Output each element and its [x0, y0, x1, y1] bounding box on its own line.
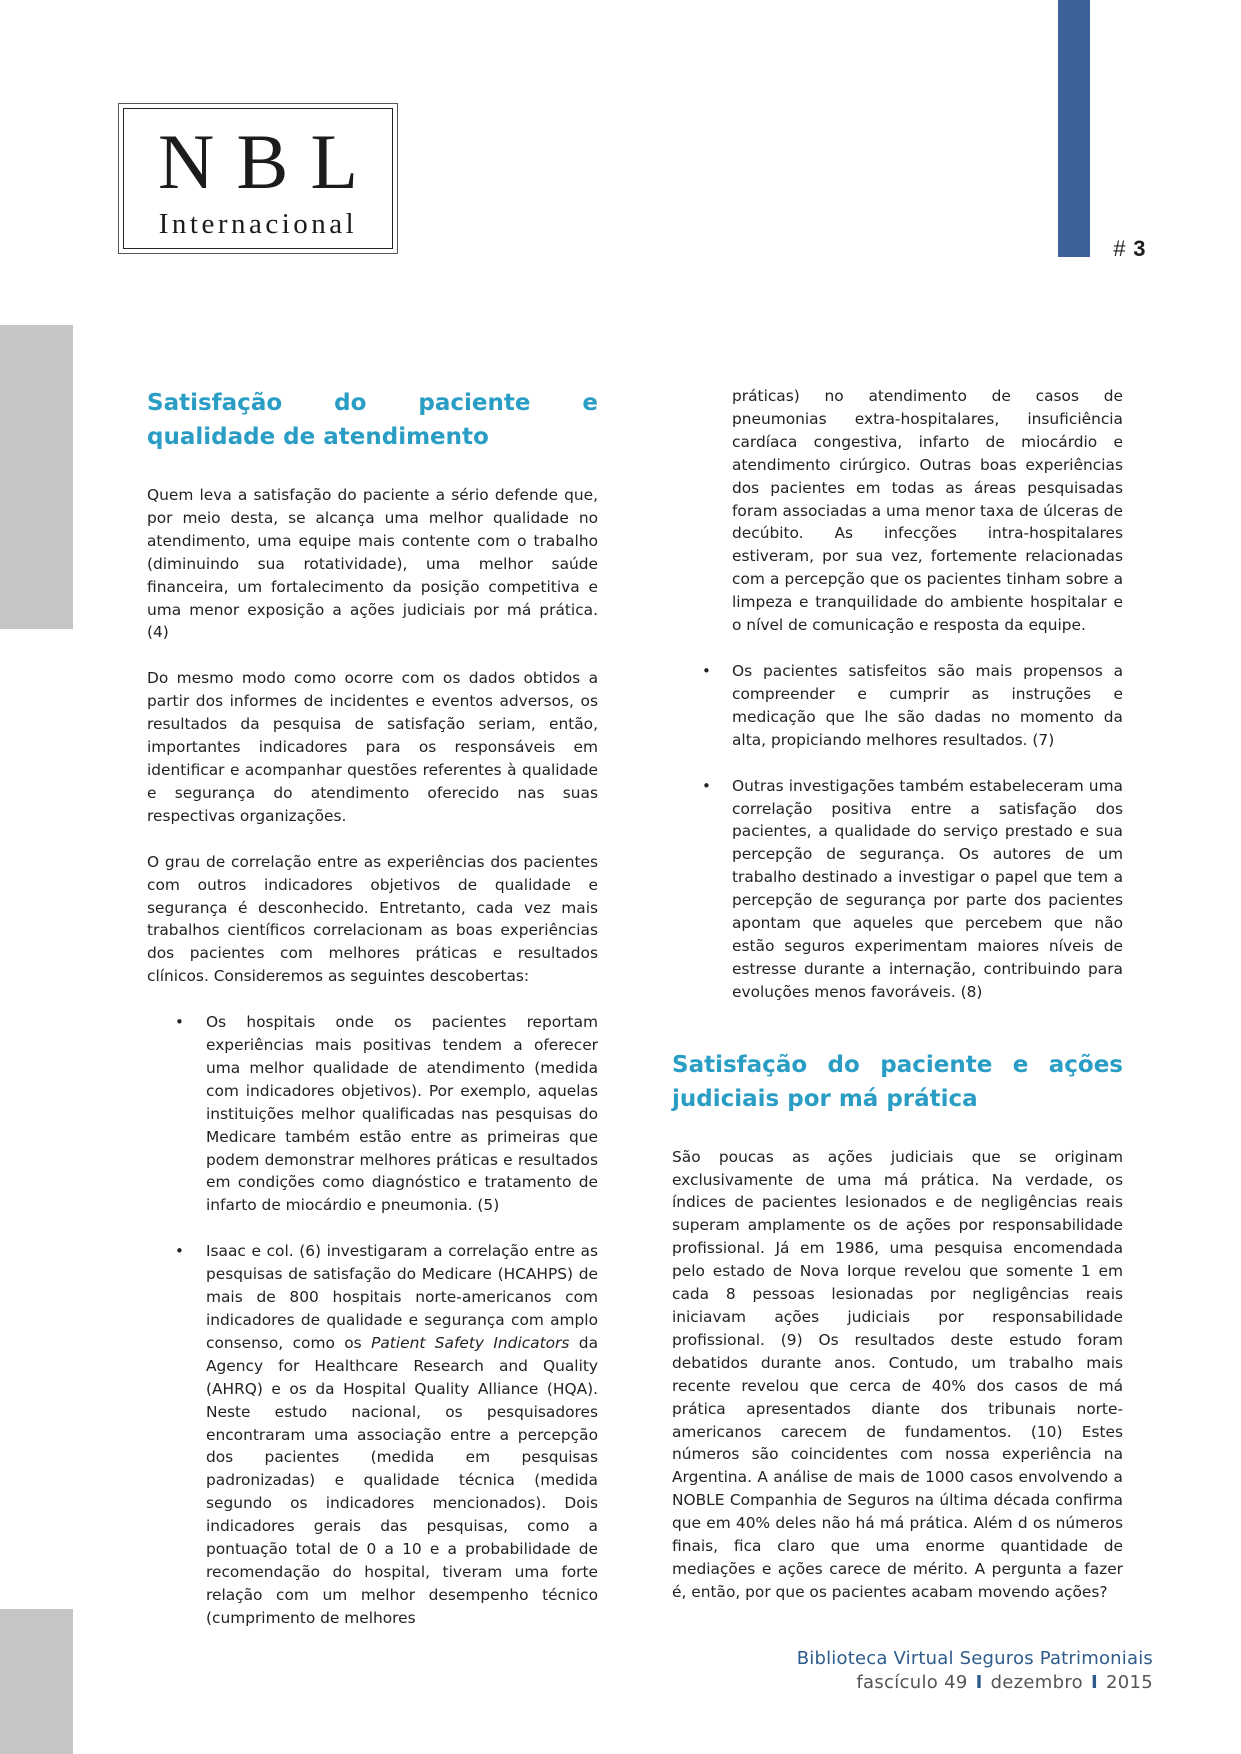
logo-sub-text: Internacional	[158, 208, 358, 240]
bullet-item	[147, 1011, 598, 1217]
section-heading-lawsuits: Satisfação do paciente e ações judiciais por má prática	[672, 1051, 1123, 1112]
logo-main-text: NBL	[158, 118, 380, 205]
bullet-italic-term: Patient Safety Indicators	[371, 1333, 570, 1352]
footer-year: 2015	[1105, 1672, 1153, 1693]
footer-separator: I	[975, 1672, 983, 1693]
paragraph: Do mesmo modo como ocorre com os dados obtidos a partir dos informes de incidentes e eventos adversos, os resultados da pesquisa de satisfação seriam, então, importantes indicadores para os responsáveis em identificar e acompanhar questões referentes à qualidade e segurança do atendimento oferecido nas suas respectivas organizações.	[147, 669, 598, 825]
footer-title: Biblioteca Virtual Seguros Patrimoniais	[796, 1648, 1153, 1669]
accent-bar	[1058, 0, 1090, 257]
logo-inner-frame	[123, 108, 393, 249]
nbl-logo	[118, 103, 398, 254]
paragraph: O grau de correlação entre as experiências dos pacientes com outros indicadores objetivos de qualidade e segurança é desconhecido. Entretanto, cada vez mais trabalhos científicos correlacionam as boas experiências dos pacientes com melhores práticas e resultados clínicos. Consideremos as seguintes descobertas:	[147, 852, 598, 986]
footer-issue: fascículo 49	[856, 1672, 968, 1693]
paragraph: Quem leva a satisfação do paciente a sério defende que, por meio desta, se alcança uma melhor qualidade no atendimento, uma equipe mais contente com o trabalho (diminuindo sua rotatividade), uma melhor saúde financeira, um fortalecimento da posição competitiva e uma menor exposição a ações judiciais por má prática. (4)	[147, 486, 598, 642]
left-column	[147, 386, 598, 1630]
bullet-text: Os pacientes satisfeitos são mais propensos a compreender e cumprir as instruções e medicação que lhe são dadas no momento da alta, propiciando melhores resultados. (7)	[732, 661, 1123, 749]
page-number-value: 3	[1133, 236, 1146, 261]
footer-month: dezembro	[990, 1672, 1083, 1693]
bullet-text: da Agency for Healthcare Research and Quality (AHRQ) e os da Hospital Quality Alliance (HQA). Neste estudo nacional, os pesquisadores encontraram uma associação entre a percepção dos pacientes (medida em pesquisas padronizadas) e qualidade técnica (medida segundo os indicadores mencionados). Dois indicadores gerais das pesquisas, como a pontuação total de 0 a 10 e a probabilidade de recomendação do hospital, tiveram uma forte relação com um melhor desempenho técnico (cumprimento de melhores	[206, 1333, 599, 1627]
bullet-continuation: práticas) no atendimento de casos de pneumonias extra-hospitalares, insuficiência cardíaca congestiva, infarto de miocárdio e atendimento cirúrgico. Outras boas experiências dos pacientes em todas as áreas pesquisadas foram associadas a uma menor taxa de úlceras de decúbito. As infecções intra-hospitalares estiveram, por sua vez, fortemente relacionadas com a percepção que os pacientes tinham sobre a limpeza e tranquilidade do ambiente hospitalar e o nível de comunicação e resposta da equipe.	[732, 387, 1123, 635]
bullet-icon: •	[175, 1242, 184, 1261]
bullet-text: Isaac e col. (6) investigaram a correlação entre as pesquisas de satisfação do Medicare (HCAHPS) de mais de 800 hospitais norte-americanos com indicadores de qualidade e segurança com amplo consenso, como os	[206, 1242, 598, 1352]
footer	[797, 1647, 1153, 1695]
bullet-text: Os hospitais onde os pacientes reportam experiências mais positivas tendem a oferecer uma melhor qualidade de atendimento (medida com indicadores objetivos). Por exemplo, aquelas instituições melhor qualificadas nas pesquisas do Medicare também estão entre as primeiras que podem demonstrar melhores práticas e resultados em condições como diagnóstico e tratamento de infarto de miocárdio e pneumonia. (5)	[206, 1013, 598, 1215]
right-column	[672, 385, 1123, 1604]
bullet-item	[672, 775, 1123, 1004]
bullet-item	[147, 1240, 598, 1629]
bullet-icon: •	[702, 776, 711, 795]
paragraph: São poucas as ações judiciais que se originam exclusivamente de uma má prática. Na verdade, os índices de pacientes lesionados e de negligências reais superam amplamente os de ações por responsabilidade profissional. Já em 1986, uma pesquisa encomendada pelo estado de Nova Iorque revelou que somente 1 em cada 8 pessoas lesionadas por negligências reais iniciavam ações judiciais por responsabilidade profissional. (9) Os resultados deste estudo foram debatidos durante anos. Contudo, um trabalho mais recente revelou que cerca de 40% dos casos de má prática apresentados diante dos tribunais norte-americanos carecem de fundamentos. (10) Estes números são coincidentes com nossa experiência na Argentina. A análise de mais de 1000 casos envolvendo a NOBLE Companhia de Seguros na última década confirma que em 40% deles não há má prática. Além d os números finais, fica claro que uma enorme quantidade de mediações e ações carece de mérito. A pergunta a fazer é, então, por que os pacientes acabam movendo ações?	[672, 1147, 1123, 1601]
section-heading-quality: Satisfação do paciente e qualidade de atendimento	[147, 390, 598, 450]
side-bar-bottom	[0, 1609, 73, 1754]
footer-meta	[797, 1671, 1153, 1695]
page-number	[1113, 236, 1146, 262]
footer-separator: I	[1090, 1672, 1098, 1693]
bullet-item	[672, 660, 1123, 752]
side-bar-top	[0, 325, 73, 629]
page-number-hash: #	[1113, 236, 1126, 261]
bullet-icon: •	[175, 1013, 184, 1032]
bullet-text: Outras investigações também estabeleceram uma correlação positiva entre a satisfação dos pacientes, a qualidade do serviço prestado e sua percepção de segurança. Os autores de um trabalho destinado a investigar o papel que tem a percepção de segurança por parte dos pacientes apontam que aqueles que percebem que não estão seguros experimentam maiores níveis de estresse durante a internação, contribuindo para evoluções menos favoráveis. (8)	[732, 776, 1123, 1001]
bullet-icon: •	[702, 661, 711, 680]
